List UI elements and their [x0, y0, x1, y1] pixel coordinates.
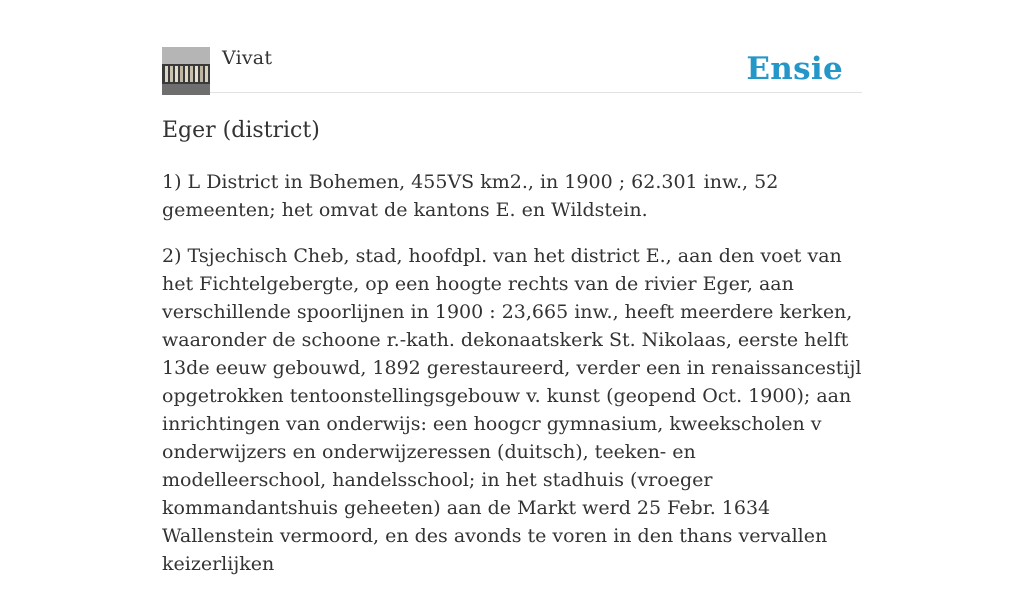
source-avatar[interactable] [162, 47, 210, 95]
book-spines-icon [162, 47, 210, 95]
article-paragraph: 1) L District in Bohemen, 455VS km2., in 1900 ; 62.301 inw., 52 gemeenten; het omvat de kantons E. en Wildstein. [162, 171, 779, 221]
brand-logo[interactable]: Ensie [746, 51, 843, 87]
source-name[interactable]: Vivat [222, 47, 273, 69]
article-paragraph: 2) Tsjechisch Cheb, stad, hoofdpl. van het district E., aan den voet van het Fichtelgebergte, op een hoogte rechts van de rivier Eger, aan verschillende spoorlijnen in 1900 : 23,665 inw., heeft meerdere kerken, waaronder de schoone r.-kath. dekonaatskerk St. Nikolaas, eerste helft 13de eeuw gebouwd, 1892 gerestaureerd, verder een in renaissancestijl opgetrokken tentoonstellingsgebouw v. kunst (geopend Oct. 1900); aan inrichtingen van onderwijs: een hoogcr gymnasium, kweekscholen v onderwijzers en onderwijzeressen (duitsch), teeken- en modelleerschool, handelsschool; in het stadhuis (vroeger kommandantshuis geheeten) aan de Markt werd 25 Febr. 1634 Wallenstein vermoord, en des avonds te voren in den thans vervallen keizerlijken [162, 245, 862, 575]
article-title: Eger (district) [162, 118, 320, 143]
site-header [162, 46, 862, 93]
article-body [162, 168, 864, 596]
